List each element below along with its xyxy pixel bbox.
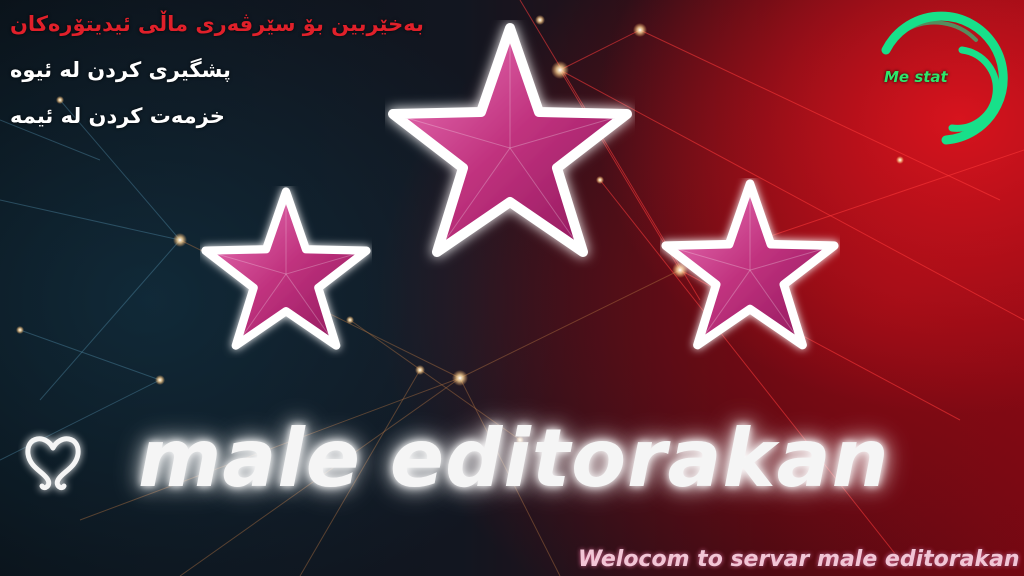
footer-welcome-text: Welocom to servar male editorakan [578,547,1020,572]
star-icon-right [660,178,840,358]
main-title: male editorakan [138,412,890,505]
header-line-welcome: بەخێربین بۆ سێرڤەری ماڵی ئیدیتۆرەکان [10,12,424,36]
header-line-support: پشگیری کردن لە ئیوە [10,58,231,82]
star-icon-left [200,186,372,358]
header-line-service: خزمەت کردن لە ئیمە [10,104,225,128]
heart-outline-icon [18,428,88,498]
star-icon-center [385,20,635,270]
logo-text: Me stat [884,68,948,86]
